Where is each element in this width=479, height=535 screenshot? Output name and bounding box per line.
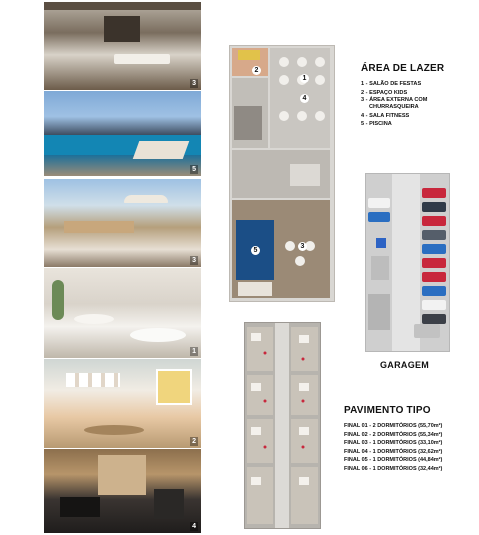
bench <box>60 497 100 517</box>
round-table <box>74 314 114 324</box>
photo-number: 3 <box>192 257 196 264</box>
pergola-beams <box>44 2 201 10</box>
render-salao-festas <box>44 268 201 358</box>
tipo-title: PAVIMENTO TIPO <box>344 405 431 416</box>
kitchen-block <box>104 16 140 42</box>
photo-number: 1 <box>192 348 196 355</box>
lazer-item: 2 - ESPAÇO KIDS <box>361 89 408 96</box>
lazer-item: 1 - SALÃO DE FESTAS <box>361 81 422 87</box>
photo-number: 3 <box>192 80 196 87</box>
wall-frames <box>66 373 120 387</box>
lazer-title: ÁREA DE LAZER <box>361 63 445 74</box>
tipo-item: FINAL 06 - 1 DORMITÓRIOS (32,44m²) <box>344 465 443 472</box>
plant <box>52 280 64 320</box>
dining-table <box>114 54 170 64</box>
tipo-item: FINAL 04 - 1 DORMITÓRIOS (32,62m²) <box>344 448 443 455</box>
plan-area-de-lazer <box>229 45 335 302</box>
round-table <box>130 328 186 342</box>
render-area-externa <box>44 2 201 90</box>
plan-label-5: 5 <box>251 246 260 255</box>
tipo-item: FINAL 03 - 1 DORMITÓRIOS (33,10m²) <box>344 440 443 446</box>
render-churrasqueira <box>44 179 201 267</box>
render-espaco-kids <box>44 359 201 448</box>
toy-shelves <box>156 369 192 405</box>
plan-label-4: 4 <box>300 94 309 103</box>
photo-number: 5 <box>192 166 196 173</box>
umbrella <box>124 195 168 203</box>
lazer-item: CHURRASQUEIRA <box>369 103 419 110</box>
tipo-plan-drawing <box>245 323 320 528</box>
garagem-title: GARAGEM <box>380 360 430 370</box>
lazer-item: 5 - PISCINA <box>361 121 392 128</box>
photo-number: 2 <box>192 438 196 445</box>
plan-garagem <box>365 173 450 352</box>
garage-plan-drawing <box>366 174 449 351</box>
wood-panel <box>98 455 146 495</box>
lazer-legend <box>361 80 427 129</box>
gym-machine <box>154 489 184 519</box>
plan-label-3: 3 <box>298 242 307 251</box>
tipo-item: FINAL 02 - 2 DORMITÓRIOS (55,34m²) <box>344 431 443 438</box>
render-fitness <box>44 449 201 533</box>
plan-pavimento-tipo <box>244 322 321 529</box>
lounge-tables <box>64 221 134 233</box>
lazer-item: 3 - ÁREA EXTERNA COM <box>361 97 428 104</box>
render-piscina <box>44 91 201 176</box>
plan-label-2: 2 <box>252 66 261 75</box>
tipo-legend <box>344 422 442 473</box>
play-mat <box>84 425 144 435</box>
tipo-item: FINAL 05 - 1 DORMITÓRIOS (44,84m²) <box>344 457 443 463</box>
sun-lounger <box>133 141 190 159</box>
tipo-item: FINAL 01 - 2 DORMITÓRIOS (55,70m²) <box>344 423 443 429</box>
lazer-plan-drawing <box>230 46 334 301</box>
plan-label-1: 1 <box>300 74 309 83</box>
lazer-item: 4 - SALA FITNESS <box>361 112 410 119</box>
photo-number: 4 <box>192 523 196 530</box>
